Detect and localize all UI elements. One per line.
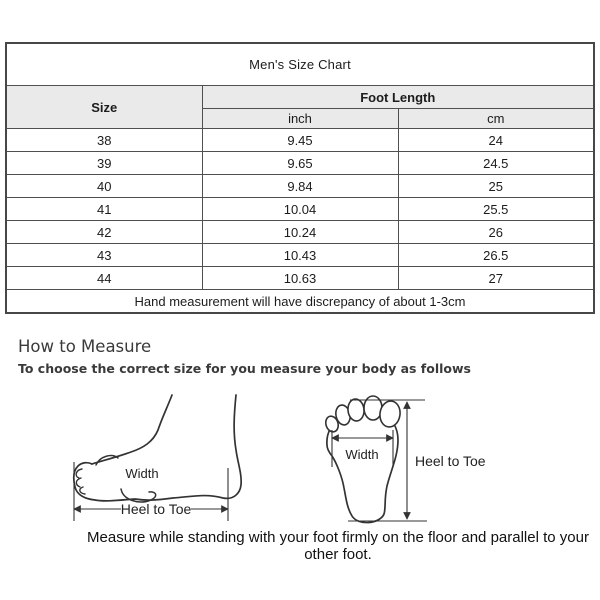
measuring-caption: Measure while standing with your foot firmly on the floor and parallel to your other foot. <box>87 529 589 563</box>
inch-value: 9.65 <box>202 152 398 175</box>
foot-side-view-icon <box>55 390 245 530</box>
how-to-measure-heading: How to Measure <box>18 337 152 356</box>
size-value: 40 <box>6 175 202 198</box>
table-row <box>6 152 594 175</box>
column-header-size: Size <box>6 86 202 129</box>
inch-value: 9.45 <box>202 129 398 152</box>
footprint-heel-to-toe-label: Heel to Toe <box>415 453 486 469</box>
measurement-disclaimer: Hand measurement will have discrepancy of about 1-3cm <box>6 290 594 314</box>
table-title-row <box>6 43 594 86</box>
cm-value: 26.5 <box>398 244 594 267</box>
inch-value: 10.63 <box>202 267 398 290</box>
table-row <box>6 267 594 290</box>
column-header-inch: inch <box>202 109 398 129</box>
cm-value: 26 <box>398 221 594 244</box>
size-value: 41 <box>6 198 202 221</box>
size-value: 44 <box>6 267 202 290</box>
size-value: 38 <box>6 129 202 152</box>
how-to-measure-instruction: To choose the correct size for you measure your body as follows <box>18 361 471 376</box>
cm-value: 25.5 <box>398 198 594 221</box>
inch-value: 10.43 <box>202 244 398 267</box>
table-row <box>6 175 594 198</box>
cm-value: 24.5 <box>398 152 594 175</box>
size-value: 43 <box>6 244 202 267</box>
cm-value: 27 <box>398 267 594 290</box>
column-header-cm: cm <box>398 109 594 129</box>
chart-title: Men's Size Chart <box>6 43 594 86</box>
column-header-foot-length: Foot Length <box>202 86 594 109</box>
footprint-width-label: Width <box>345 447 379 462</box>
inch-value: 10.04 <box>202 198 398 221</box>
table-header-row <box>6 86 594 109</box>
inch-value: 9.84 <box>202 175 398 198</box>
inch-value: 10.24 <box>202 221 398 244</box>
footprint-diagram <box>318 388 498 536</box>
table-row <box>6 244 594 267</box>
size-value: 42 <box>6 221 202 244</box>
foot-side-view-diagram <box>55 390 245 530</box>
cm-value: 25 <box>398 175 594 198</box>
footprint-icon <box>318 388 498 536</box>
side-view-heel-to-toe-label: Heel to Toe <box>120 501 192 517</box>
table-footnote-row <box>6 290 594 314</box>
size-value: 39 <box>6 152 202 175</box>
table-row <box>6 198 594 221</box>
cm-value: 24 <box>398 129 594 152</box>
table-row <box>6 221 594 244</box>
side-view-width-label: Width <box>125 466 159 481</box>
table-row <box>6 129 594 152</box>
size-chart-table <box>5 42 595 314</box>
